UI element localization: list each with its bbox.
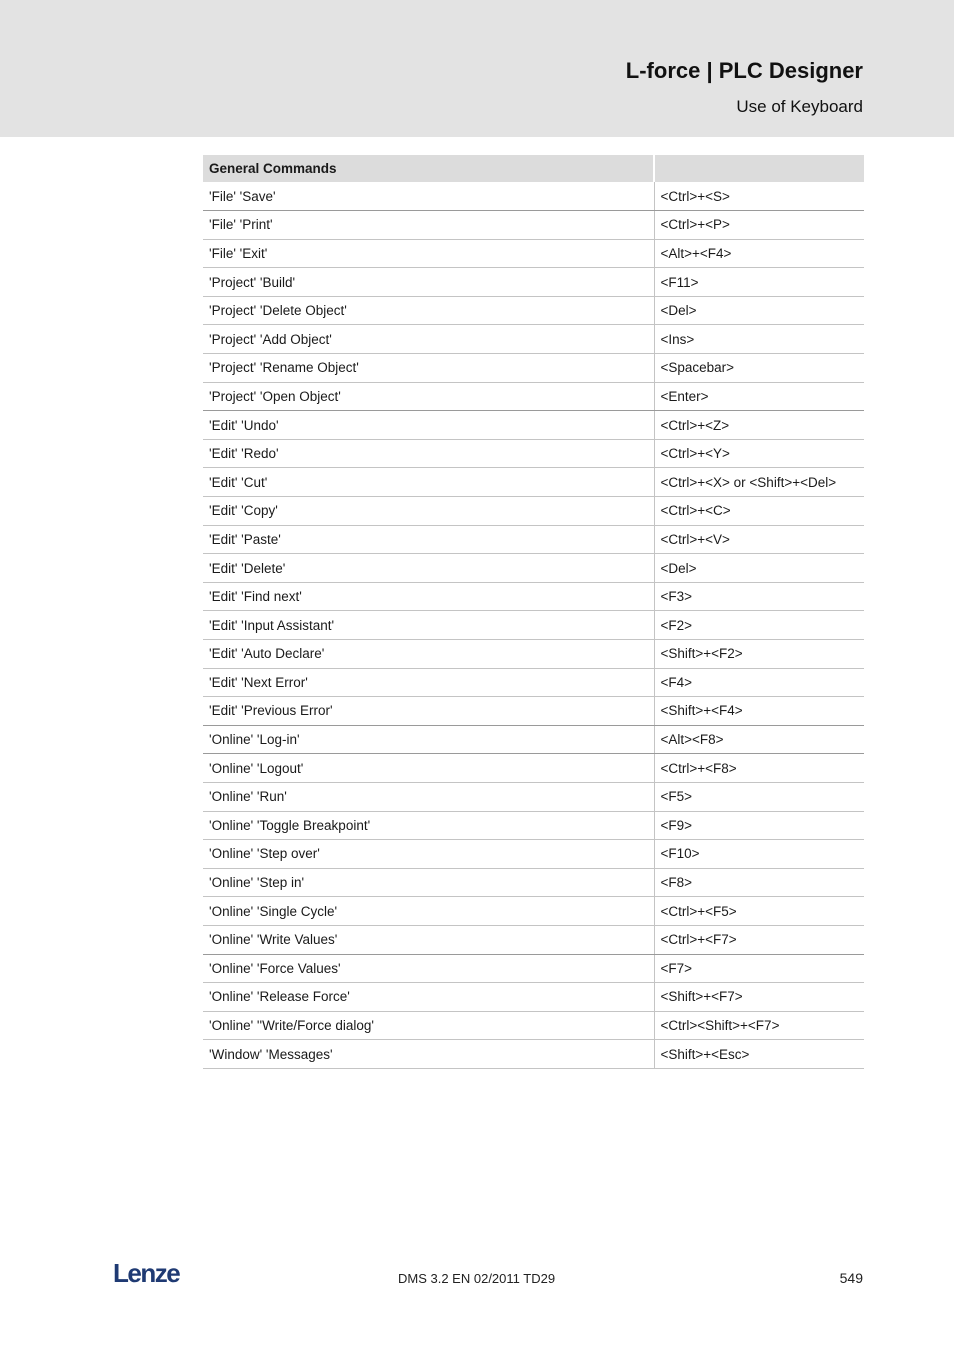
section-title: Use of Keyboard — [736, 97, 863, 116]
shortcut-cell: <Del> — [654, 296, 864, 325]
table-row — [203, 840, 864, 869]
table-row — [203, 925, 864, 954]
shortcut-cell: <Spacebar> — [654, 354, 864, 383]
command-cell: 'Online' 'Single Cycle' — [203, 897, 654, 926]
table-row — [203, 211, 864, 240]
table-row — [203, 782, 864, 811]
table-row — [203, 983, 864, 1012]
shortcut-cell: <Alt>+<F4> — [654, 239, 864, 268]
table-row — [203, 725, 864, 754]
table-row — [203, 811, 864, 840]
table-row — [203, 554, 864, 583]
table-row — [203, 325, 864, 354]
shortcut-cell: <Alt><F8> — [654, 725, 864, 754]
command-cell: 'Project' 'Delete Object' — [203, 296, 654, 325]
command-cell: 'Online' 'Toggle Breakpoint' — [203, 811, 654, 840]
shortcut-cell: <Ins> — [654, 325, 864, 354]
command-cell: 'Online' 'Step in' — [203, 868, 654, 897]
table-row — [203, 525, 864, 554]
table-row — [203, 439, 864, 468]
commands-table — [203, 155, 864, 1069]
shortcut-cell: <Shift>+<F7> — [654, 983, 864, 1012]
command-cell: 'Online' 'Run' — [203, 782, 654, 811]
shortcut-cell: <Shift>+<Esc> — [654, 1040, 864, 1069]
shortcut-cell: <Ctrl>+<X> or <Shift>+<Del> — [654, 468, 864, 497]
command-cell: 'Window' 'Messages' — [203, 1040, 654, 1069]
shortcut-cell: <Ctrl>+<S> — [654, 182, 864, 211]
command-cell: 'Project' 'Rename Object' — [203, 354, 654, 383]
command-cell: 'Edit' 'Delete' — [203, 554, 654, 583]
shortcut-cell: <F3> — [654, 582, 864, 611]
shortcut-cell: <Ctrl>+<P> — [654, 211, 864, 240]
table-row — [203, 954, 864, 983]
command-cell: 'Edit' 'Input Assistant' — [203, 611, 654, 640]
command-cell: 'Edit' 'Auto Declare' — [203, 640, 654, 669]
command-cell: 'Project' 'Build' — [203, 268, 654, 297]
table-row — [203, 296, 864, 325]
command-cell: 'File' 'Save' — [203, 182, 654, 211]
command-cell: 'Online' ''Write/Force dialog' — [203, 1011, 654, 1040]
command-cell: 'Edit' 'Cut' — [203, 468, 654, 497]
footer-document-id: DMS 3.2 EN 02/2011 TD29 — [398, 1271, 556, 1286]
table-header-row — [203, 155, 864, 182]
command-cell: 'Edit' 'Paste' — [203, 525, 654, 554]
shortcut-cell: <F7> — [654, 954, 864, 983]
command-cell: 'Edit' 'Copy' — [203, 497, 654, 526]
shortcut-cell: <Ctrl>+<F7> — [654, 925, 864, 954]
column-header-shortcut — [654, 155, 864, 182]
command-cell: 'Online' 'Log-in' — [203, 725, 654, 754]
shortcut-cell: <Enter> — [654, 382, 864, 411]
table-row — [203, 268, 864, 297]
command-cell: 'Online' 'Force Values' — [203, 954, 654, 983]
table-row — [203, 354, 864, 383]
shortcut-cell: <F4> — [654, 668, 864, 697]
shortcut-cell: <Ctrl>+<Z> — [654, 411, 864, 440]
shortcut-cell: <F11> — [654, 268, 864, 297]
table-row — [203, 1011, 864, 1040]
lenze-logo — [113, 1258, 193, 1288]
table-row — [203, 468, 864, 497]
header-band — [0, 0, 954, 137]
shortcut-cell: <Del> — [654, 554, 864, 583]
command-cell: 'Project' 'Open Object' — [203, 382, 654, 411]
table-row — [203, 868, 864, 897]
command-cell: 'File' 'Exit' — [203, 239, 654, 268]
table-row — [203, 668, 864, 697]
shortcut-cell: <F8> — [654, 868, 864, 897]
table-row — [203, 754, 864, 783]
command-cell: 'Edit' 'Next Error' — [203, 668, 654, 697]
logo-text: Lenze — [113, 1258, 180, 1288]
table-row — [203, 582, 864, 611]
table-row — [203, 411, 864, 440]
command-cell: 'Online' 'Release Force' — [203, 983, 654, 1012]
command-cell: 'Online' 'Write Values' — [203, 925, 654, 954]
command-cell: 'Edit' 'Previous Error' — [203, 697, 654, 726]
shortcut-cell: <Shift>+<F2> — [654, 640, 864, 669]
table-row — [203, 497, 864, 526]
shortcut-cell: <Ctrl>+<V> — [654, 525, 864, 554]
shortcut-cell: <Ctrl>+<F8> — [654, 754, 864, 783]
shortcut-cell: <F9> — [654, 811, 864, 840]
command-cell: 'File' 'Print' — [203, 211, 654, 240]
table-row — [203, 640, 864, 669]
shortcut-cell: <F10> — [654, 840, 864, 869]
page-number: 549 — [839, 1270, 863, 1286]
table-row — [203, 697, 864, 726]
shortcut-cell: <F2> — [654, 611, 864, 640]
command-cell: 'Edit' 'Find next' — [203, 582, 654, 611]
table-body — [203, 182, 864, 1068]
command-cell: 'Edit' 'Undo' — [203, 411, 654, 440]
table-row — [203, 182, 864, 211]
command-cell: 'Edit' 'Redo' — [203, 439, 654, 468]
shortcut-cell: <Ctrl>+<C> — [654, 497, 864, 526]
command-cell: 'Online' 'Step over' — [203, 840, 654, 869]
column-header-commands: General Commands — [203, 155, 654, 182]
shortcut-cell: <Ctrl>+<Y> — [654, 439, 864, 468]
command-cell: 'Project' 'Add Object' — [203, 325, 654, 354]
shortcut-cell: <Ctrl>+<F5> — [654, 897, 864, 926]
table-row — [203, 611, 864, 640]
shortcut-cell: <F5> — [654, 782, 864, 811]
command-cell: 'Online' 'Logout' — [203, 754, 654, 783]
document-title: L-force | PLC Designer — [625, 58, 863, 83]
table-row — [203, 897, 864, 926]
shortcut-cell: <Ctrl><Shift>+<F7> — [654, 1011, 864, 1040]
table-row — [203, 239, 864, 268]
table-row — [203, 1040, 864, 1069]
shortcut-cell: <Shift>+<F4> — [654, 697, 864, 726]
table-row — [203, 382, 864, 411]
